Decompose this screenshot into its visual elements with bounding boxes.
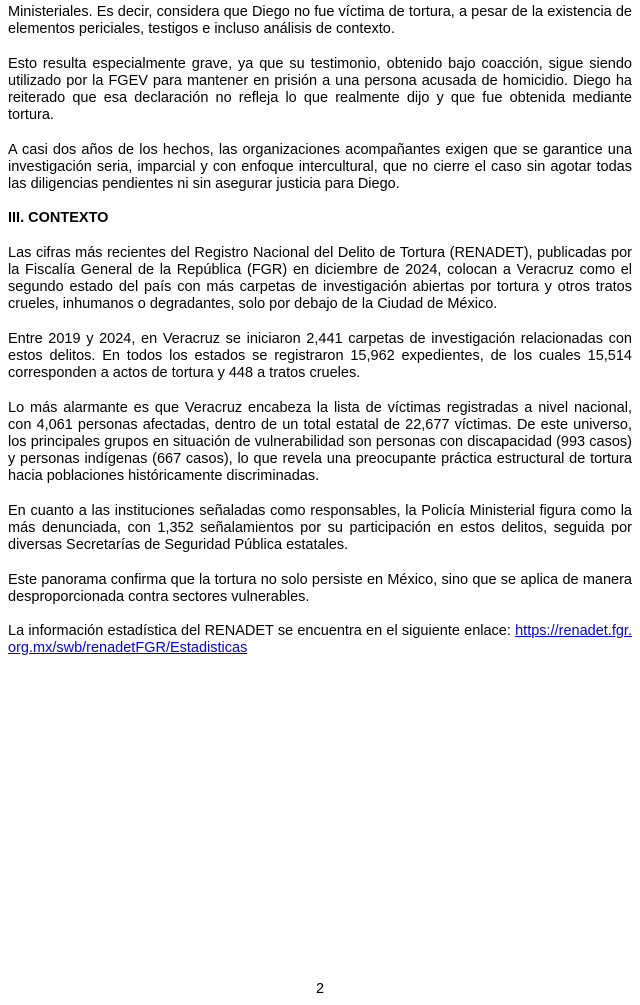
page-number: 2 (315, 981, 325, 997)
paragraph-a-casi-dos-anos: A casi dos años de los hechos, las organizaciones acompañantes exigen que se garantice una investigación seria, imparcial y con enfoque intercultural, que no cierre el caso sin agotar todas las diligencias pendientes ni sin asegurar justicia para Diego. (8, 141, 632, 192)
paragraph-instituciones-responsables: En cuanto a las instituciones señaladas como responsables, la Policía Ministerial figura como la más denunciada, con 1,352 señalamientos por su participación en estos delitos, seguida por diversas Secretarías de Seguridad Pública estatales. (8, 502, 632, 554)
paragraph-enlace-renadet (8, 623, 632, 657)
paragraph-victimas-nivel-nacional: Lo más alarmante es que Veracruz encabeza la lista de víctimas registradas a nivel nacional, con 4,061 personas afectadas, dentro de un total estatal de 22,677 víctimas. De este universo, los principales grupos en situación de vulnerabilidad son personas con discapacidad (993 casos) y personas indígenas (667 casos), lo que revela una preocupante práctica estructural de tortura hacia poblaciones históricamente discriminadas. (8, 399, 632, 485)
paragraph-entre-2019-2024: Entre 2019 y 2024, en Veracruz se iniciaron 2,441 carpetas de investigación relacionadas con estos delitos. En todos los estados se registraron 15,962 expedientes, de los cuales 15,514 corresponden a actos de tortura y 448 a tratos crueles. (8, 330, 632, 382)
document-page (8, 4, 632, 675)
section-heading-contexto: III. CONTEXTO (8, 210, 109, 227)
paragraph-panorama: Este panorama confirma que la tortura no solo persiste en México, sino que se aplica de manera desproporcionada contra sectores vulnerables. (8, 571, 632, 605)
paragraph-ministeriales: Ministeriales. Es decir, considera que Diego no fue víctima de tortura, a pesar de la existencia de elementos periciales, testigos e incluso análisis de contexto. (8, 4, 632, 38)
renadet-statistics-link[interactable]: https://renadet.fgr.org.mx/swb/renadetFGR/Estadisticas (8, 623, 632, 657)
paragraph-esto-resulta: Esto resulta especialmente grave, ya que su testimonio, obtenido bajo coacción, sigue siendo utilizado por la FGEV para mantener en prisión a una persona acusada de homicidio. Diego ha reiterado que esa declaración no refleja lo que realmente dijo y que fue obtenida mediante tortura. (8, 55, 632, 124)
paragraph-cifras-renadet: Las cifras más recientes del Registro Nacional del Delito de Tortura (RENADET), publicadas por la Fiscalía General de la República (FGR) en diciembre de 2024, colocan a Veracruz como el segundo estado del país con más carpetas de investigación abiertas por tortura y otros tratos crueles, inhumanos o degradantes, solo por debajo de la Ciudad de México. (8, 244, 632, 313)
link-lead-text: La información estadística del RENADET se encuentra en el siguiente enlace: (8, 623, 511, 640)
